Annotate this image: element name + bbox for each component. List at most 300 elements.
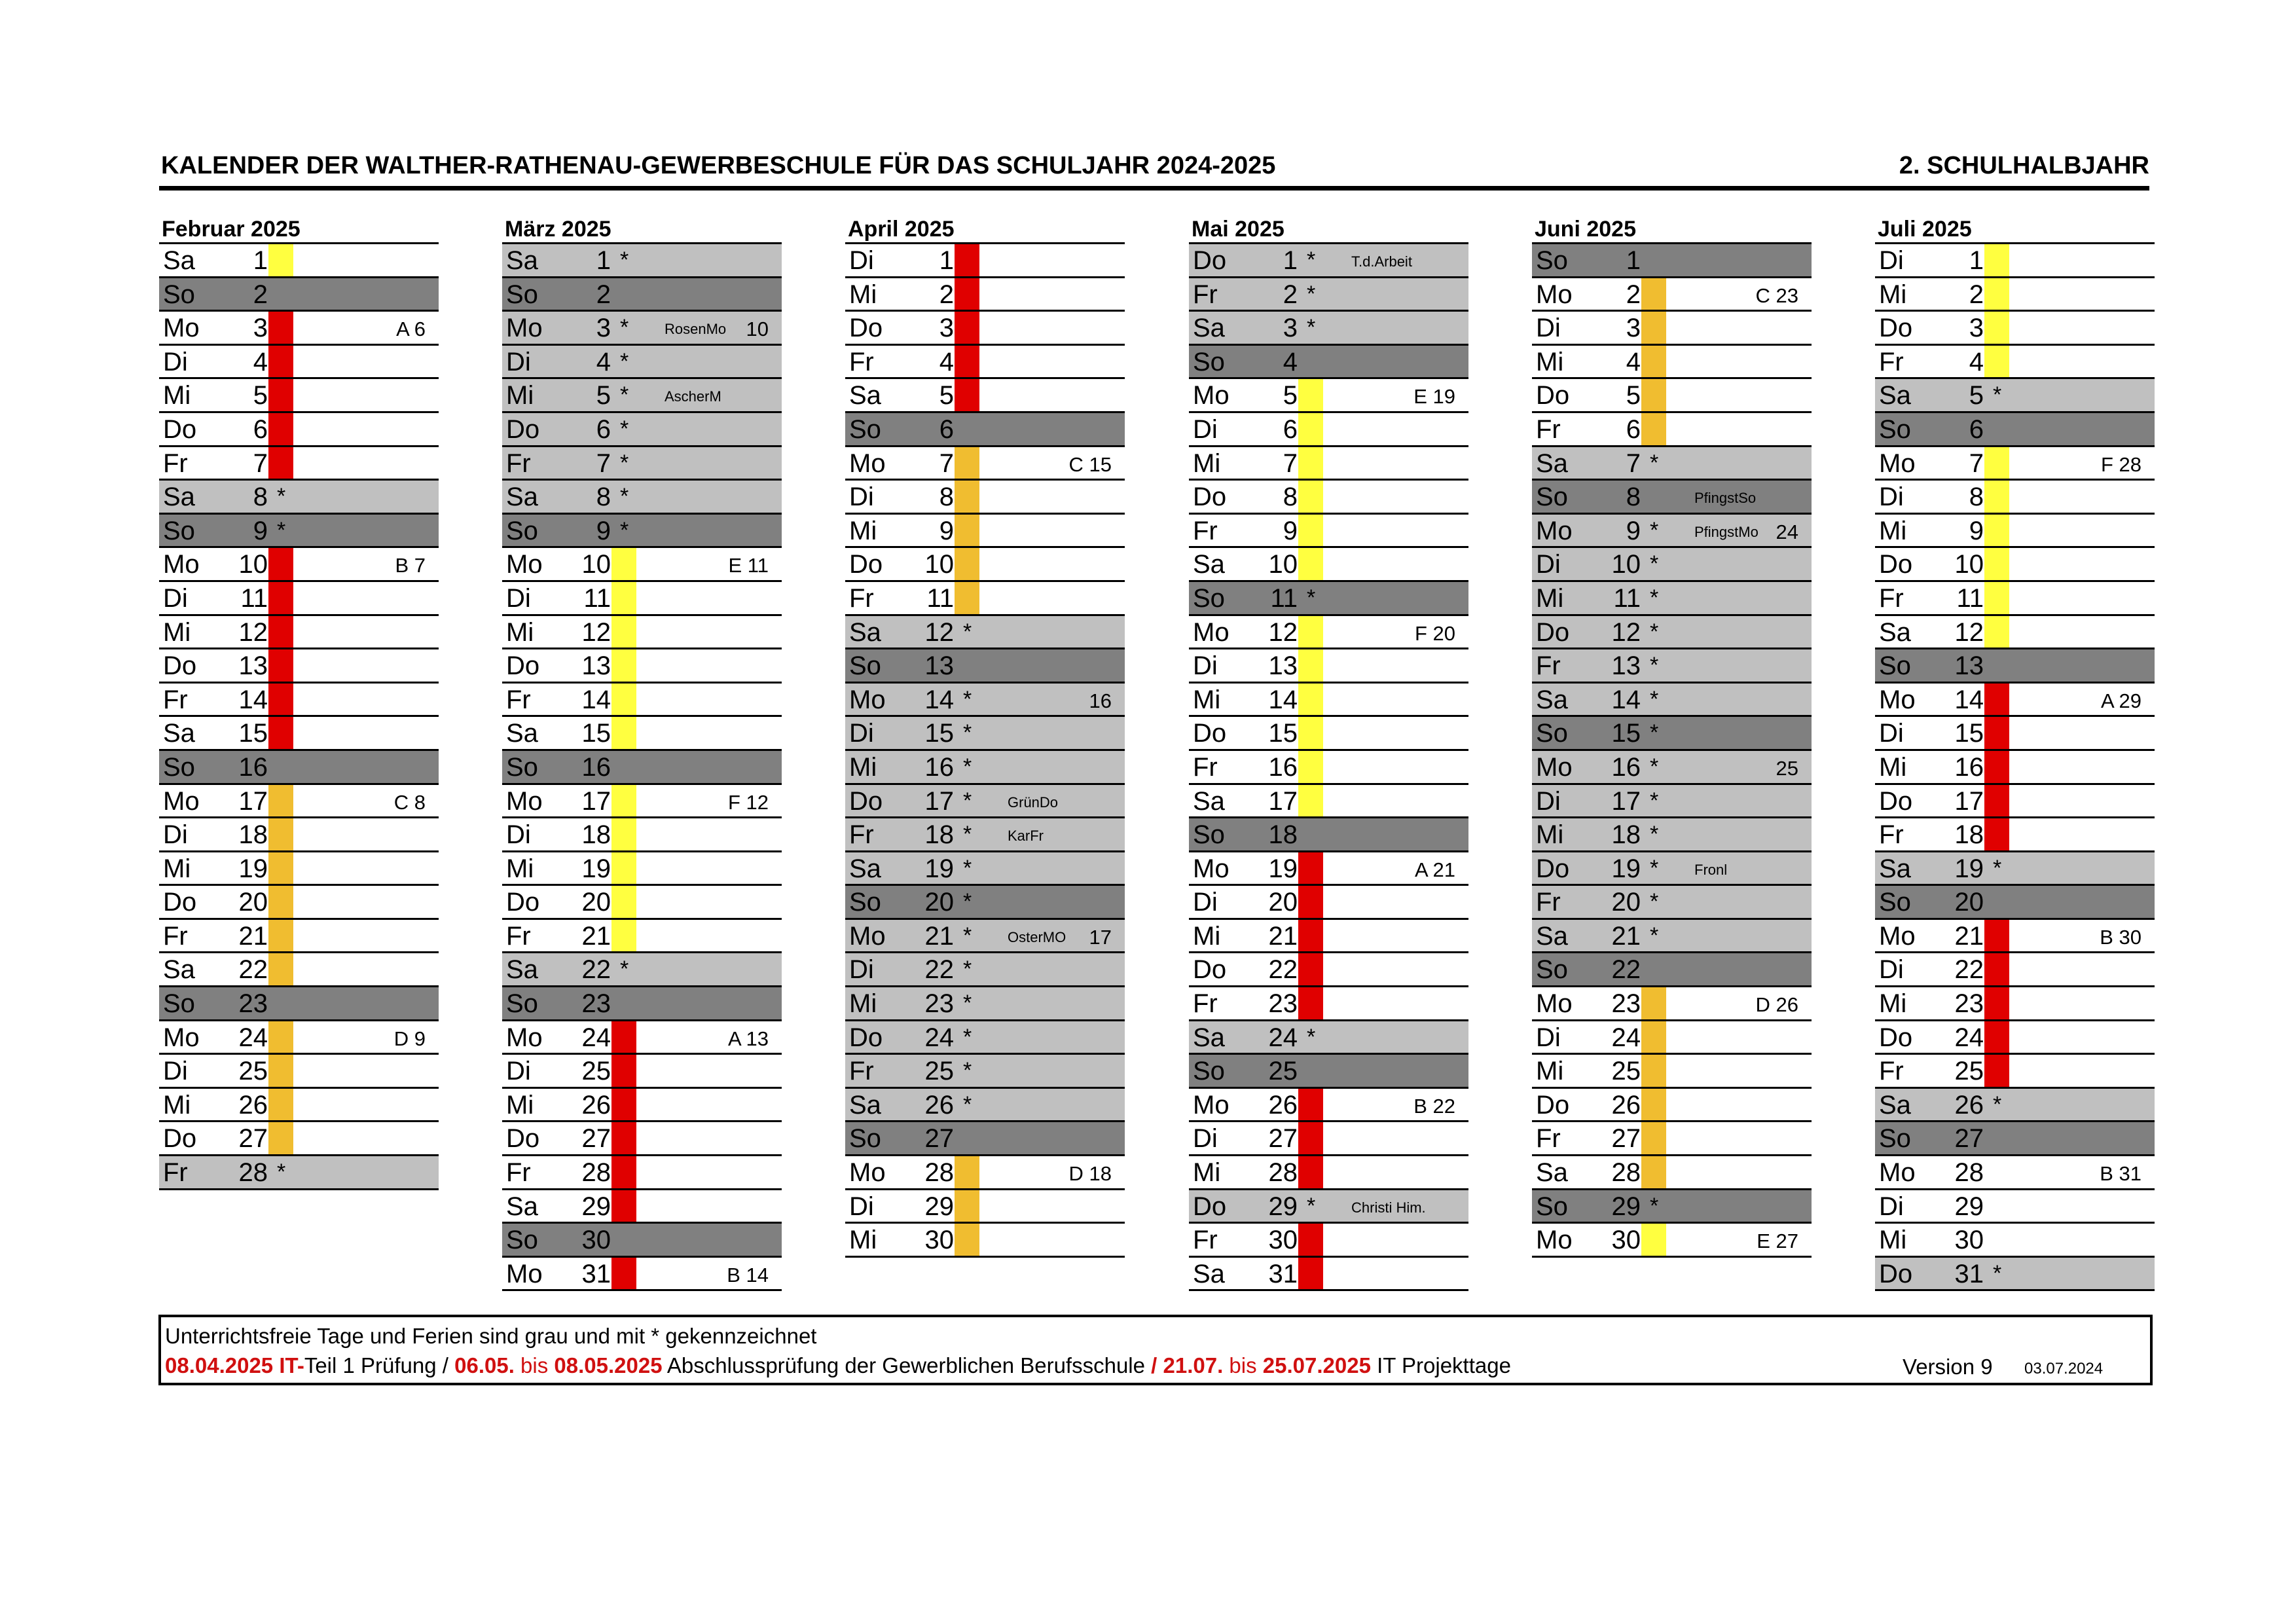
day-number: 4 [1626, 347, 1641, 376]
weekday: Do [1536, 1090, 1570, 1120]
day-row [1189, 1258, 1468, 1292]
weekday: Di [849, 483, 874, 512]
week-marker [1298, 548, 1323, 580]
day-row [159, 379, 439, 413]
day-number: 12 [238, 617, 268, 647]
day-row [1189, 278, 1468, 312]
week-marker [1298, 616, 1323, 648]
weekday: Do [1879, 314, 1913, 343]
day-number: 22 [1268, 955, 1298, 985]
day-row [159, 582, 439, 616]
day-number: 1 [1969, 246, 1984, 275]
day-row [159, 616, 439, 650]
week-marker [1984, 481, 2009, 513]
day-row [845, 346, 1125, 380]
weekday: So [163, 989, 195, 1019]
day-number: 2 [1626, 280, 1641, 309]
month-column [1532, 216, 1812, 1258]
day-number: 30 [1954, 1226, 1984, 1255]
week-marker [955, 1156, 979, 1188]
day-row [845, 920, 1125, 954]
day-number: 9 [253, 516, 268, 545]
free-day-star: * [1307, 1024, 1316, 1049]
free-day-star: * [963, 720, 972, 746]
weekday: Fr [1536, 1124, 1561, 1154]
week-label: D 18 [1068, 1162, 1112, 1186]
weekday: Sa [163, 719, 195, 748]
day-row [1189, 616, 1468, 650]
day-number: 1 [1626, 246, 1641, 275]
day-row [502, 717, 782, 751]
weekday: Di [1879, 719, 1904, 748]
weekday: Sa [1536, 685, 1568, 714]
weekday: Mi [1879, 280, 1907, 309]
day-row [1189, 953, 1468, 987]
day-row [502, 987, 782, 1021]
day-row [1189, 852, 1468, 886]
day-number: 8 [253, 483, 268, 512]
day-number: 25 [924, 1057, 954, 1086]
weekday: Mi [506, 1090, 534, 1120]
day-row [1532, 413, 1812, 447]
day-number: 29 [581, 1192, 611, 1221]
day-number: 26 [1954, 1090, 1984, 1120]
week-marker [1984, 582, 2009, 614]
day-row [1875, 1224, 2155, 1258]
day-number: 11 [1270, 583, 1298, 613]
weekday: So [849, 651, 881, 681]
weekday: Mo [163, 1023, 200, 1052]
free-day-star: * [1650, 720, 1659, 746]
free-day-star: * [963, 788, 972, 813]
day-row [1189, 346, 1468, 380]
day-number: 2 [1969, 280, 1984, 309]
day-number: 1 [253, 246, 268, 275]
weekday: So [506, 989, 538, 1019]
day-number: 3 [1969, 314, 1984, 343]
day-row [1532, 987, 1812, 1021]
day-number: 5 [1969, 381, 1984, 410]
day-number: 1 [939, 246, 954, 275]
weekday: Sa [1879, 381, 1911, 410]
week-marker [1984, 515, 2009, 547]
week-label: F 20 [1414, 621, 1455, 645]
day-row [159, 481, 439, 515]
day-number: 14 [1954, 685, 1984, 714]
day-number: 8 [1969, 483, 1984, 512]
holiday-note: T.d.Arbeit [1351, 253, 1412, 270]
week-marker [1298, 684, 1323, 716]
day-row [159, 1055, 439, 1089]
week-marker [1984, 346, 2009, 378]
week-marker [611, 852, 636, 884]
day-number: 17 [238, 786, 268, 816]
week-marker [955, 244, 979, 276]
weekday: So [1879, 1124, 1911, 1154]
day-number: 13 [924, 651, 954, 681]
day-row [1532, 1190, 1812, 1224]
day-row [159, 548, 439, 582]
day-row [845, 616, 1125, 650]
week-marker [268, 312, 293, 344]
week-marker [1298, 987, 1323, 1019]
weekday: Mi [506, 617, 534, 647]
day-row [1189, 785, 1468, 819]
day-number: 26 [1268, 1090, 1298, 1120]
day-row [1875, 447, 2155, 481]
day-number: 2 [596, 280, 611, 309]
free-day-star: * [1993, 1091, 2002, 1117]
day-number: 31 [1268, 1259, 1298, 1288]
week-label: A 21 [1414, 858, 1455, 881]
week-marker [1298, 649, 1323, 682]
week-marker [1641, 379, 1666, 411]
weekday: Di [163, 347, 188, 376]
weekday: Mi [163, 381, 191, 410]
weekday: Di [849, 246, 874, 275]
weekday: Sa [849, 617, 881, 647]
weekday: Do [163, 414, 197, 444]
week-marker [955, 1224, 979, 1256]
free-day-star: * [620, 450, 629, 475]
day-number: 20 [924, 888, 954, 917]
day-row [502, 785, 782, 819]
day-number: 3 [1283, 314, 1298, 343]
free-day-star: * [963, 822, 972, 847]
week-marker [268, 886, 293, 918]
week-marker [1984, 818, 2009, 850]
day-row [1532, 1122, 1812, 1156]
weekday: Mi [163, 1090, 191, 1120]
day-number: 28 [238, 1158, 268, 1188]
holiday-note: AscherM [665, 388, 721, 405]
day-number: 22 [1954, 955, 1984, 985]
day-number: 14 [581, 685, 611, 714]
day-number: 17 [1954, 786, 1984, 816]
weekday: So [1193, 583, 1225, 613]
day-number: 21 [924, 921, 954, 951]
weekday: Do [163, 888, 197, 917]
day-number: 26 [924, 1090, 954, 1120]
weekday: Mo [163, 786, 200, 816]
weekday: Fr [1536, 414, 1561, 444]
weekday: Fr [506, 685, 531, 714]
day-number: 22 [924, 955, 954, 985]
week-marker [1984, 684, 2009, 716]
week-label: C 8 [393, 790, 426, 814]
day-row [1875, 244, 2155, 278]
week-marker [955, 312, 979, 344]
week-marker [955, 548, 979, 580]
week-marker [611, 1156, 636, 1188]
weekday: Fr [163, 921, 188, 951]
day-number: 10 [1268, 550, 1298, 579]
day-number: 13 [581, 651, 611, 681]
week-marker [1641, 1156, 1666, 1188]
week-marker [268, 852, 293, 884]
weekday: So [506, 1226, 538, 1255]
week-marker [268, 548, 293, 580]
day-row [1532, 1055, 1812, 1089]
day-number: 26 [1611, 1090, 1641, 1120]
day-number: 16 [581, 752, 611, 782]
weekday: Fr [849, 583, 874, 613]
day-row [1532, 379, 1812, 413]
day-number: 16 [1611, 752, 1641, 782]
day-row [1532, 920, 1812, 954]
month-column [1875, 216, 2155, 1291]
day-row [1875, 920, 2155, 954]
weekday: Do [506, 888, 540, 917]
day-number: 3 [596, 314, 611, 343]
day-row [845, 818, 1125, 852]
weekday: Di [163, 1057, 188, 1086]
week-marker [1298, 515, 1323, 547]
weekday: Mo [1193, 1090, 1230, 1120]
weekday: Do [849, 1023, 883, 1052]
week-marker [1641, 346, 1666, 378]
day-row [845, 1055, 1125, 1089]
week-marker [268, 684, 293, 716]
free-day-star: * [1650, 517, 1659, 543]
month-title: April 2025 [848, 217, 955, 242]
day-number: 12 [924, 617, 954, 647]
day-row [1532, 548, 1812, 582]
day-row [1875, 616, 2155, 650]
day-row [1189, 1021, 1468, 1055]
day-number: 27 [1268, 1124, 1298, 1154]
day-row [1532, 244, 1812, 278]
day-row [1189, 1089, 1468, 1123]
week-label: D 9 [393, 1027, 426, 1050]
day-number: 24 [924, 1023, 954, 1052]
week-label: 17 [1089, 925, 1112, 949]
day-number: 28 [1268, 1158, 1298, 1188]
weekday: Fr [1879, 820, 1904, 850]
day-number: 2 [1283, 280, 1298, 309]
day-number: 9 [939, 516, 954, 545]
day-number: 11 [1613, 583, 1641, 613]
day-number: 6 [939, 414, 954, 444]
day-number: 5 [1283, 381, 1298, 410]
week-marker [611, 548, 636, 580]
week-marker [1641, 312, 1666, 344]
day-row [502, 379, 782, 413]
month-title: Februar 2025 [162, 217, 301, 242]
free-day-star: * [620, 416, 629, 441]
week-marker [268, 413, 293, 445]
day-number: 2 [253, 280, 268, 309]
day-row [1532, 818, 1812, 852]
legend-text: IT Projekttage [1370, 1353, 1511, 1377]
free-day-star: * [1307, 315, 1316, 340]
day-row [159, 447, 439, 481]
day-row [1532, 852, 1812, 886]
day-number: 7 [1969, 448, 1984, 478]
day-number: 25 [1611, 1057, 1641, 1086]
day-number: 15 [1611, 719, 1641, 748]
weekday: Fr [506, 1158, 531, 1188]
day-number: 26 [238, 1090, 268, 1120]
weekday: Mi [1536, 583, 1564, 613]
weekday: Do [1193, 246, 1227, 275]
day-number: 16 [238, 752, 268, 782]
month-title: März 2025 [505, 217, 611, 242]
weekday: Di [1536, 1023, 1561, 1052]
day-number: 14 [924, 685, 954, 714]
day-row [159, 987, 439, 1021]
weekday: Di [1193, 1124, 1218, 1154]
weekday: Mi [849, 280, 877, 309]
free-day-star: * [1650, 855, 1659, 881]
day-row [1189, 548, 1468, 582]
weekday: Mo [1536, 1226, 1573, 1255]
week-marker [1984, 616, 2009, 648]
weekday: Do [1879, 786, 1913, 816]
day-number: 21 [238, 921, 268, 951]
day-row [502, 1055, 782, 1089]
day-number: 23 [1954, 989, 1984, 1019]
free-day-star: * [620, 348, 629, 374]
day-row [159, 852, 439, 886]
weekday: Sa [1193, 314, 1225, 343]
week-marker [1984, 1055, 2009, 1087]
day-row [159, 413, 439, 447]
week-marker [955, 1190, 979, 1222]
weekday: Sa [1193, 1259, 1225, 1288]
weekday: Sa [163, 483, 195, 512]
day-row [1875, 717, 2155, 751]
free-day-star: * [1650, 889, 1659, 915]
legend-date: 08.05.2025 [554, 1353, 663, 1377]
legend-text: Teil 1 Prüfung / [304, 1353, 455, 1377]
day-row [1532, 346, 1812, 380]
day-number: 11 [1956, 583, 1984, 613]
day-number: 9 [1969, 516, 1984, 545]
day-row [502, 1089, 782, 1123]
day-number: 18 [1268, 820, 1298, 850]
week-marker [1298, 852, 1323, 884]
weekday: Do [1879, 550, 1913, 579]
week-marker [1984, 244, 2009, 276]
weekday: Di [1193, 414, 1218, 444]
day-number: 31 [581, 1259, 611, 1288]
day-number: 28 [1611, 1158, 1641, 1188]
week-marker [1984, 751, 2009, 783]
day-number: 21 [1268, 921, 1298, 951]
weekday: So [849, 1124, 881, 1154]
weekday: So [506, 752, 538, 782]
day-number: 4 [1969, 347, 1984, 376]
weekday: Fr [1193, 1226, 1218, 1255]
weekday: Do [163, 1124, 197, 1154]
day-row [1875, 1258, 2155, 1292]
day-row [1189, 447, 1468, 481]
free-day-star: * [963, 889, 972, 915]
day-number: 18 [1611, 820, 1641, 850]
free-day-star: * [620, 484, 629, 509]
day-row [1189, 818, 1468, 852]
weekday: Sa [506, 246, 538, 275]
weekday: Fr [849, 1057, 874, 1086]
day-row [502, 515, 782, 549]
weekday: Fr [1879, 1057, 1904, 1086]
week-marker [1298, 447, 1323, 479]
day-number: 23 [1268, 989, 1298, 1019]
free-day-star: * [1650, 450, 1659, 475]
day-number: 9 [596, 516, 611, 545]
weekday: Sa [163, 246, 195, 275]
week-marker [268, 346, 293, 378]
day-number: 10 [238, 550, 268, 579]
day-number: 29 [1954, 1192, 1984, 1221]
week-marker [268, 1055, 293, 1087]
day-row [1532, 1021, 1812, 1055]
weekday: Do [1536, 381, 1570, 410]
free-day-star: * [620, 517, 629, 543]
weekday: Sa [1879, 617, 1911, 647]
day-number: 23 [924, 989, 954, 1019]
weekday: Mi [849, 516, 877, 545]
free-day-star: * [963, 957, 972, 982]
day-row [159, 1089, 439, 1123]
week-label: B 30 [2100, 925, 2141, 949]
day-number: 8 [1626, 483, 1641, 512]
weekday: Mo [849, 921, 886, 951]
week-label: E 11 [728, 554, 769, 577]
day-row [1532, 717, 1812, 751]
day-row [1189, 1055, 1468, 1089]
holiday-note: PfingstMo [1694, 523, 1758, 540]
day-row [1189, 717, 1468, 751]
day-row [845, 751, 1125, 785]
weekday: Mi [1879, 1226, 1907, 1255]
day-number: 2 [939, 280, 954, 309]
month-column [502, 216, 782, 1291]
day-number: 13 [1268, 651, 1298, 681]
week-marker [1298, 785, 1323, 817]
day-row [1189, 684, 1468, 718]
day-number: 12 [1268, 617, 1298, 647]
week-marker [1984, 953, 2009, 985]
day-row [845, 1021, 1125, 1055]
month-column [159, 216, 439, 1190]
weekday: Sa [1536, 921, 1568, 951]
week-marker [1298, 920, 1323, 952]
day-row [502, 312, 782, 346]
day-number: 12 [1954, 617, 1984, 647]
weekday: Do [1536, 854, 1570, 883]
weekday: Fr [1536, 651, 1561, 681]
weekday: So [163, 516, 195, 545]
weekday: Di [849, 1192, 874, 1221]
weekday: Mo [849, 685, 886, 714]
weekday: So [506, 280, 538, 309]
holiday-note: PfingstSo [1694, 490, 1757, 507]
day-row [1532, 953, 1812, 987]
day-row [159, 717, 439, 751]
day-number: 10 [924, 550, 954, 579]
day-row [1875, 785, 2155, 819]
weekday: Sa [849, 381, 881, 410]
weekday: Sa [506, 483, 538, 512]
day-number: 10 [581, 550, 611, 579]
day-row [1875, 481, 2155, 515]
day-row [1875, 953, 2155, 987]
weekday: Do [849, 786, 883, 816]
weekday: Sa [1193, 550, 1225, 579]
page-title: KALENDER DER WALTHER-RATHENAU-GEWERBESCHULE FÜR DAS SCHULJAHR 2024-2025 [161, 152, 1276, 179]
